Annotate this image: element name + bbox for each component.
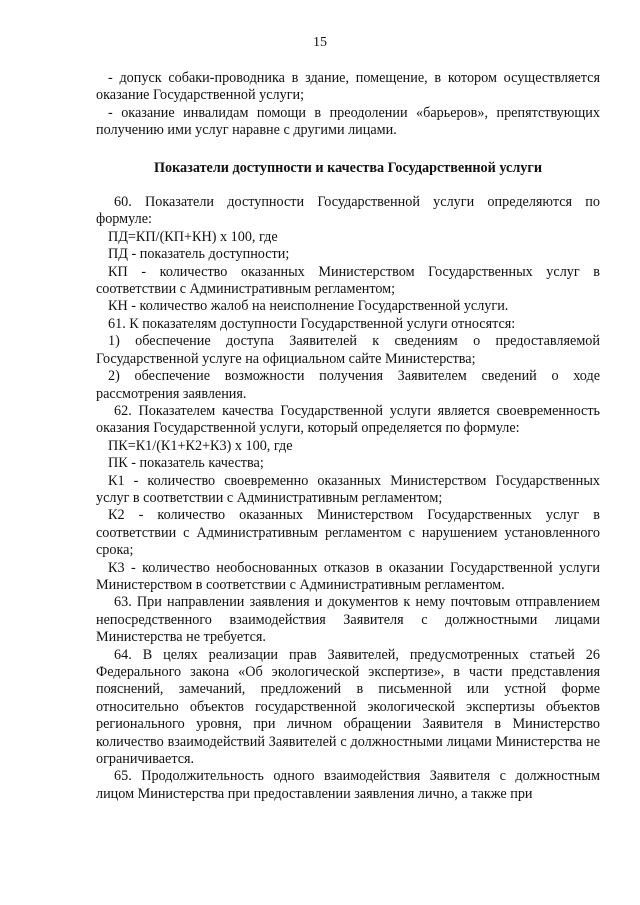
section-heading: Показатели доступности и качества Государственной услуги xyxy=(153,159,543,176)
formula-k2-definition: К2 - количество оказанных Министерством Государственных услуг в соответствии с Административным регламентом с нарушением установленного срока; xyxy=(96,507,600,559)
paragraph-65: 65. Продолжительность одного взаимодействия Заявителя с должностным лицом Министерства при предоставлении заявления лично, а также при xyxy=(96,768,600,802)
paragraph-guide-dog: - допуск собаки-проводника в здание, помещение, в котором осуществляется оказание Государственной услуги; xyxy=(96,70,600,104)
page-body xyxy=(96,70,600,803)
paragraph-61-item-1: 1) обеспечение доступа Заявителей к сведениям о предоставляемой Государственной услуге на официальном сайте Министерства; xyxy=(96,333,600,367)
formula-kn-definition: КН - количество жалоб на неисполнение Государственной услуги. xyxy=(108,298,509,315)
paragraph-60: 60. Показатели доступности Государственной услуги определяются по формуле: xyxy=(96,194,600,228)
formula-k3-definition: К3 - количество необоснованных отказов в оказании Государственной услуги Министерством в соответствии с Административным регламентом. xyxy=(96,559,600,593)
paragraph-64: 64. В целях реализации прав Заявителей, предусмотренных статьей 26 Федерального закона «Об экологической экспертизе», в части представления пояснений, замечаний, предложений в письменной или устной форме относительно объектов государственной экологической экспертизы объектов регионального уровня, при личном обращении Заявителя в Министерство количество взаимодействий Заявителей с должностными лицами Министерства не ограничивается. xyxy=(96,646,600,768)
paragraph-barrier-help: - оказание инвалидам помощи в преодолении «барьеров», препятствующих получению ими услуг наравне с другими лицами. xyxy=(96,104,600,139)
formula-pk-definition: ПК - показатель качества; xyxy=(108,455,264,472)
paragraph-61-item-2: 2) обеспечение возможности получения Заявителем сведений о ходе рассмотрения заявления. xyxy=(96,368,600,402)
paragraph-63: 63. При направлении заявления и документов к нему почтовым отправлением непосредственного взаимодействия Заявителя с должностными лицами Министерства не требуется. xyxy=(96,594,600,646)
formula-pd-definition: ПД - показатель доступности; xyxy=(108,246,290,263)
formula-accessibility: ПД=КП/(КП+КН) x 100, где xyxy=(108,228,278,245)
formula-k1-definition: К1 - количество своевременно оказанных Министерством Государственных услуг в соответствии с Административным регламентом; xyxy=(96,472,600,506)
paragraph-62: 62. Показателем качества Государственной услуги является своевременность оказания Государственной услуги, который определяется по формуле: xyxy=(96,402,600,437)
formula-quality: ПК=К1/(К1+К2+К3) x 100, где xyxy=(108,437,293,454)
formula-kp-definition: КП - количество оказанных Министерством Государственных услуг в соответствии с Административным регламентом; xyxy=(96,263,600,298)
page-number: 15 xyxy=(313,35,327,50)
paragraph-61: 61. К показателям доступности Государственной услуги относятся: xyxy=(108,315,516,332)
